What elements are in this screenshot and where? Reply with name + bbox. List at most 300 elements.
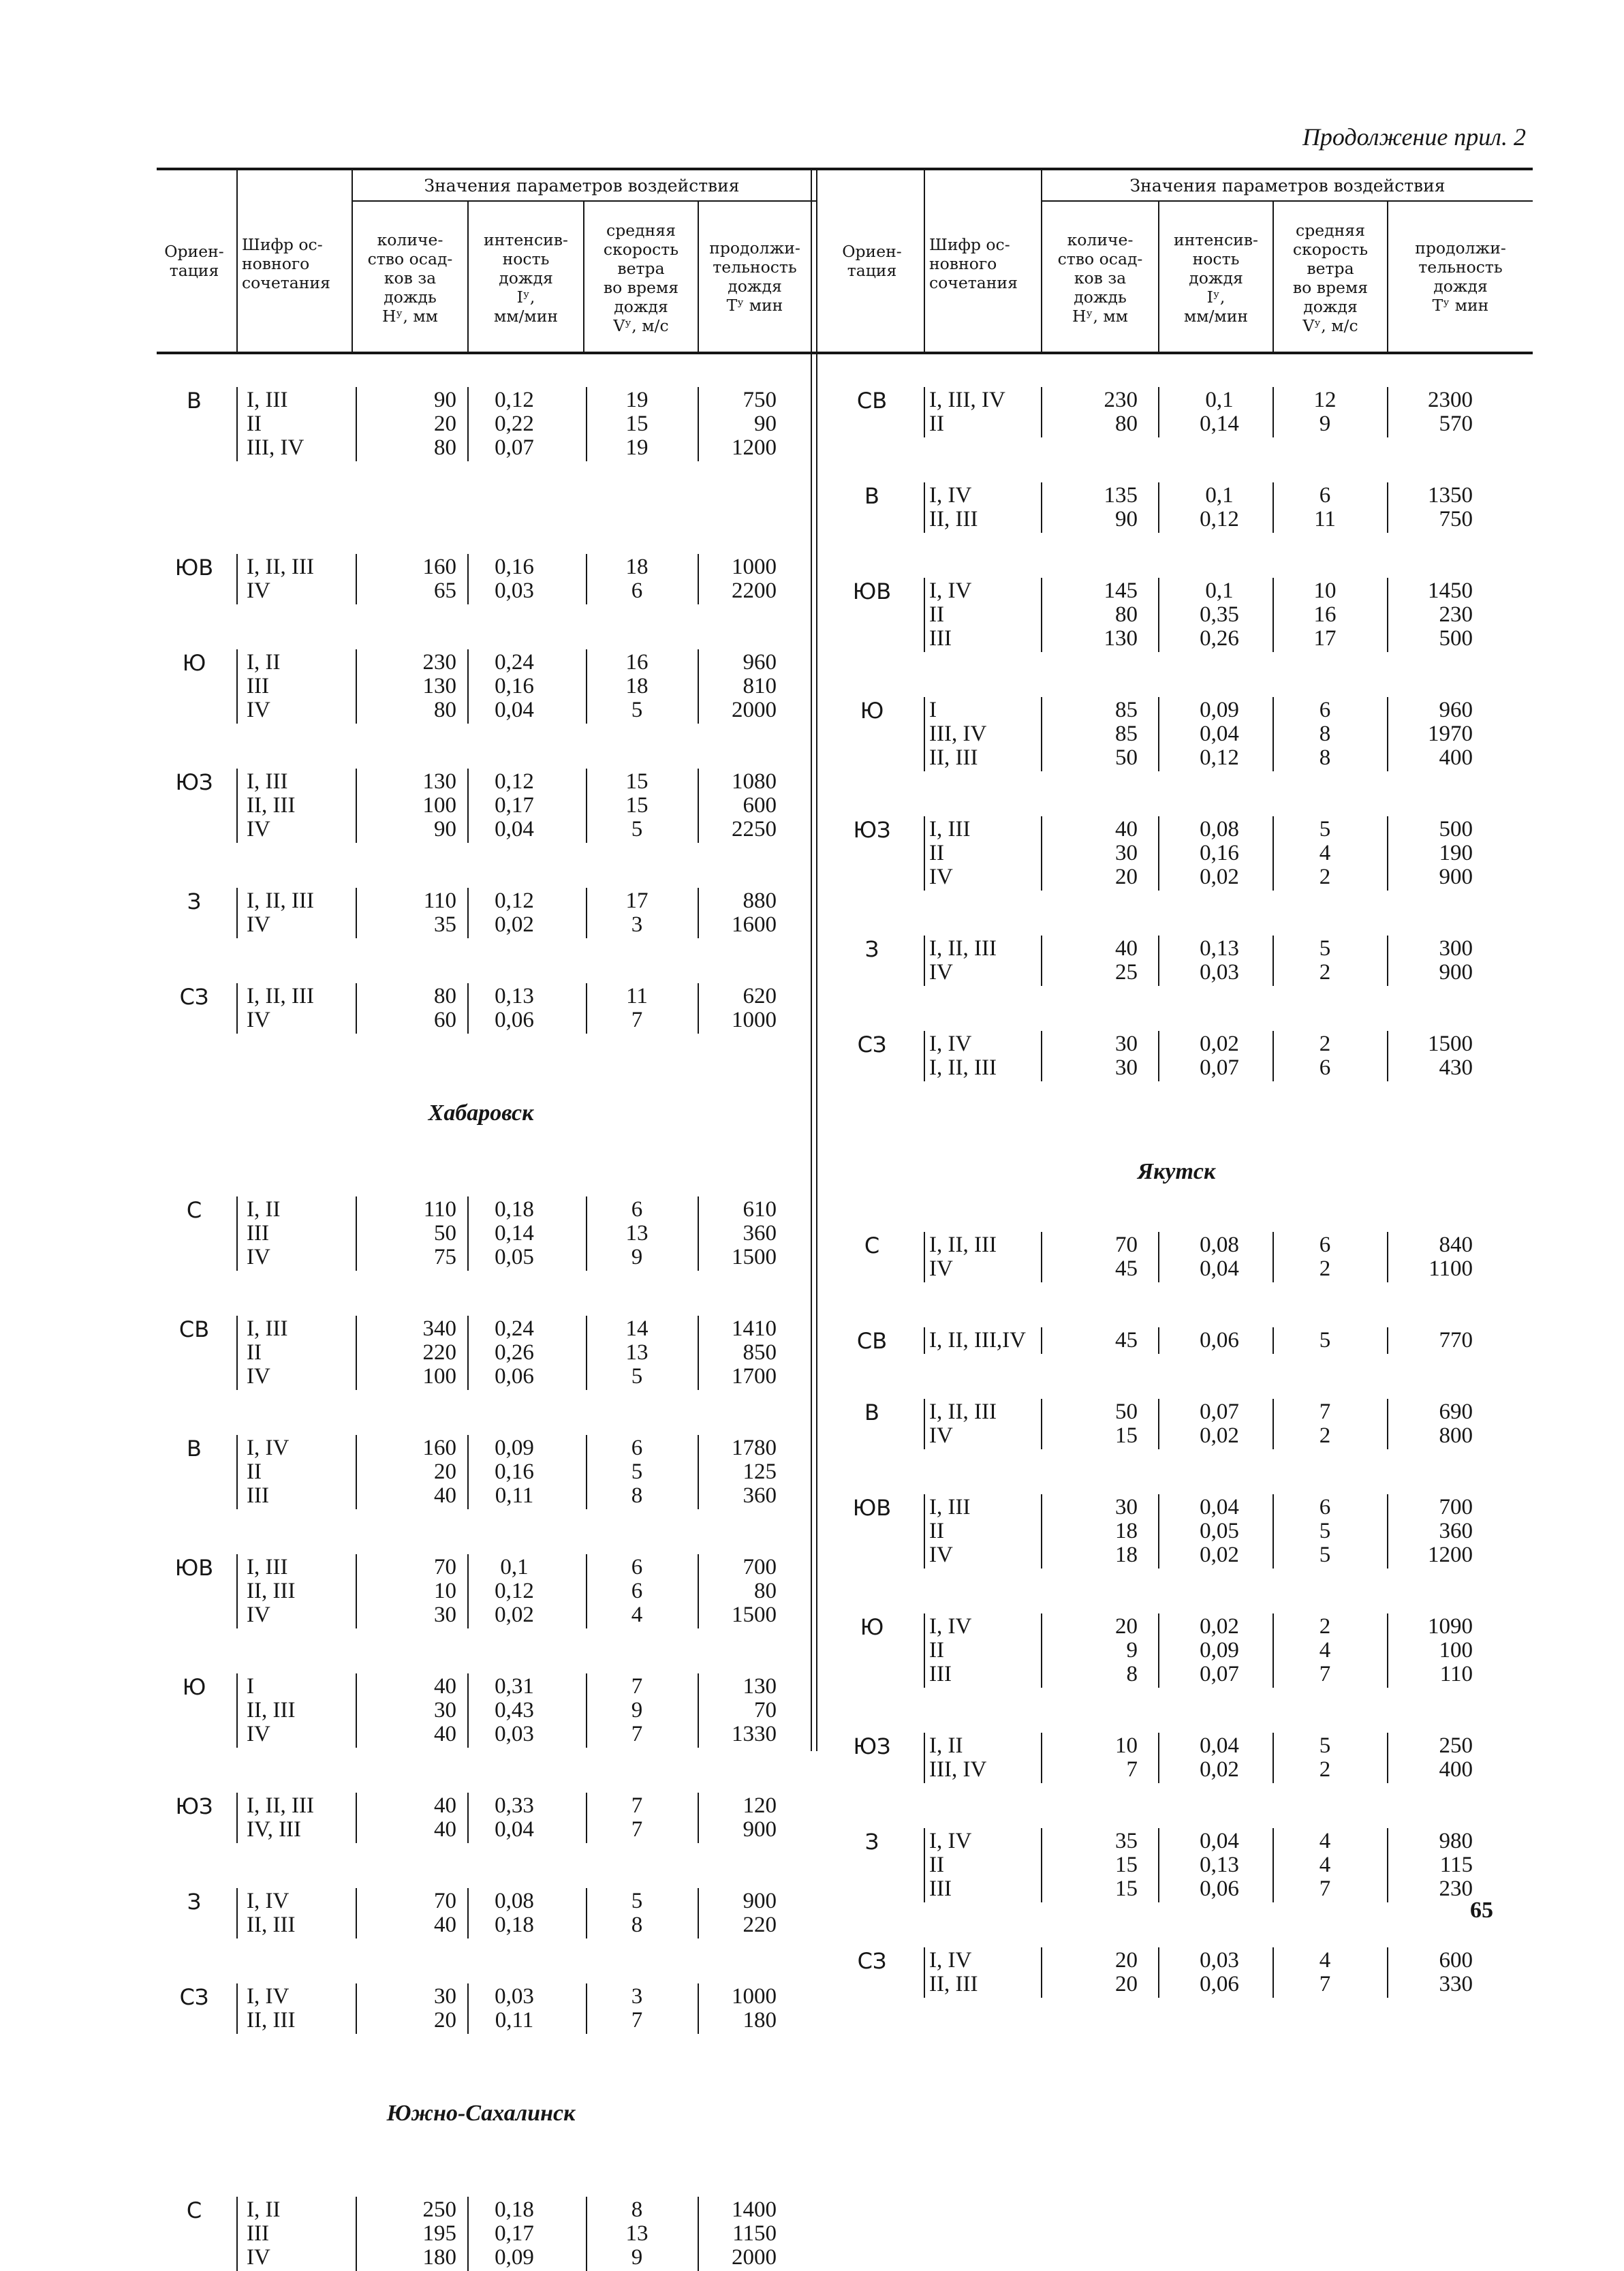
wind-speed-cell: 18 xyxy=(625,555,649,579)
rain-intensity-cell: 0,02 xyxy=(1200,1543,1239,1567)
column-rule xyxy=(586,1316,587,1390)
combination-code-cell: II xyxy=(247,1340,262,1365)
left-params-rule xyxy=(353,200,817,202)
right-header-bottom-rule xyxy=(817,352,1533,354)
rain-intensity-cell: 0,04 xyxy=(495,1817,534,1842)
column-rule xyxy=(924,816,925,891)
rain-intensity-cell: 0,13 xyxy=(1200,936,1239,961)
rain-intensity-cell: 0,04 xyxy=(1200,1829,1239,1853)
rain-intensity-cell: 0,04 xyxy=(495,817,534,841)
rain-duration-cell: 330 xyxy=(1439,1972,1473,1996)
left-code-header: Шифр ос- новного сочетания xyxy=(242,235,330,292)
combination-code-cell: II xyxy=(929,1638,944,1663)
column-rule xyxy=(467,387,469,461)
column-rule xyxy=(467,1435,469,1509)
column-rule xyxy=(1272,816,1274,891)
rain-intensity-cell: 0,09 xyxy=(1200,1638,1239,1663)
combination-code-cell: I, III xyxy=(247,769,288,794)
orientation-cell: Ю xyxy=(860,1614,884,1640)
combination-code-cell: I xyxy=(247,1674,254,1699)
rain-intensity-cell: 0,1 xyxy=(1205,483,1234,508)
wind-speed-cell: 4 xyxy=(631,1603,643,1627)
column-rule xyxy=(1387,936,1388,986)
wind-speed-cell: 17 xyxy=(1313,626,1337,651)
rain-intensity-cell: 0,09 xyxy=(495,2245,534,2270)
rain-amount-cell: 70 xyxy=(434,1889,456,1913)
rain-duration-cell: 1350 xyxy=(1428,483,1473,508)
column-rule xyxy=(1272,1828,1274,1902)
column-rule xyxy=(1158,1947,1159,1998)
rain-duration-cell: 80 xyxy=(754,1579,777,1603)
rain-duration-cell: 2200 xyxy=(732,578,777,603)
center-divider-left xyxy=(811,170,812,1751)
column-rule xyxy=(1158,387,1159,437)
wind-speed-cell: 9 xyxy=(631,1698,643,1722)
rain-intensity-cell: 0,31 xyxy=(495,1674,534,1699)
combination-code-cell: II, III xyxy=(247,2008,296,2033)
column-rule xyxy=(1041,936,1042,986)
rain-intensity-cell: 0,06 xyxy=(1200,1328,1239,1353)
rain-intensity-cell: 0,05 xyxy=(495,1245,534,1269)
orientation-cell: ЮВ xyxy=(174,555,214,581)
rain-duration-cell: 900 xyxy=(743,1889,777,1913)
city-heading: Якутск xyxy=(1137,1159,1216,1184)
orientation-cell: ЮЗ xyxy=(853,1733,891,1759)
rain-duration-cell: 90 xyxy=(754,412,777,436)
rain-amount-cell: 80 xyxy=(434,435,456,460)
rain-intensity-cell: 0,17 xyxy=(495,2221,534,2246)
wind-speed-cell: 2 xyxy=(1319,1032,1331,1056)
rain-duration-cell: 810 xyxy=(743,674,777,698)
rain-intensity-cell: 0,02 xyxy=(1200,1032,1239,1056)
rain-duration-cell: 980 xyxy=(1439,1829,1473,1853)
orientation-cell: З xyxy=(864,936,879,962)
combination-code-cell: I, II, III xyxy=(247,1793,314,1818)
rain-duration-cell: 1200 xyxy=(732,435,777,460)
combination-code-cell: II, III xyxy=(247,1579,296,1603)
column-rule xyxy=(1387,1232,1388,1282)
column-rule xyxy=(698,1888,699,1938)
wind-speed-cell: 12 xyxy=(1313,388,1337,412)
column-rule xyxy=(1041,387,1042,437)
left-top-rule xyxy=(157,168,817,170)
orientation-cell: ЮВ xyxy=(852,1495,892,1521)
column-rule xyxy=(467,649,469,724)
wind-speed-cell: 10 xyxy=(1313,578,1337,603)
column-rule xyxy=(924,1947,925,1998)
rain-intensity-cell: 0,03 xyxy=(495,578,534,603)
combination-code-cell: I, III xyxy=(247,388,288,412)
column-rule xyxy=(586,1673,587,1748)
column-rule xyxy=(1387,1494,1388,1569)
column-rule xyxy=(1158,1828,1159,1902)
orientation-cell: В xyxy=(187,388,202,414)
column-rule xyxy=(1158,816,1159,891)
rain-duration-cell: 570 xyxy=(1439,412,1473,436)
combination-code-cell: III xyxy=(247,674,269,698)
right-code-header: Шифр ос- новного сочетания xyxy=(929,235,1018,292)
combination-code-cell: II xyxy=(929,602,944,627)
left-wind-header: средняя скорость ветра во время дождя Vʸ, м/с xyxy=(603,221,679,335)
column-rule xyxy=(467,983,469,1034)
rain-amount-cell: 35 xyxy=(1115,1829,1138,1853)
rain-intensity-cell: 0,22 xyxy=(495,412,534,436)
rain-amount-cell: 145 xyxy=(1104,578,1138,603)
wind-speed-cell: 6 xyxy=(631,1436,643,1460)
column-rule xyxy=(356,1983,357,2034)
column-rule xyxy=(698,387,699,461)
rain-amount-cell: 50 xyxy=(1115,1400,1138,1424)
rain-intensity-cell: 0,02 xyxy=(1200,865,1239,889)
rain-duration-cell: 400 xyxy=(1439,1757,1473,1782)
wind-speed-cell: 9 xyxy=(631,1245,643,1269)
combination-code-cell: IV xyxy=(247,1245,270,1269)
column-rule xyxy=(236,649,238,724)
column-rule xyxy=(356,888,357,938)
combination-code-cell: I, II, III xyxy=(247,984,314,1008)
rain-intensity-cell: 0,11 xyxy=(495,2008,534,2033)
wind-speed-cell: 19 xyxy=(625,435,649,460)
rain-duration-cell: 800 xyxy=(1439,1423,1473,1448)
wind-speed-cell: 7 xyxy=(1319,1876,1331,1901)
rain-duration-cell: 100 xyxy=(1439,1638,1473,1663)
column-rule xyxy=(586,983,587,1034)
rain-duration-cell: 1080 xyxy=(732,769,777,794)
rain-intensity-cell: 0,13 xyxy=(1200,1853,1239,1877)
rain-amount-cell: 20 xyxy=(1115,1972,1138,1996)
rain-duration-cell: 1000 xyxy=(732,1008,777,1032)
rain-amount-cell: 100 xyxy=(422,1364,456,1389)
rain-intensity-cell: 0,16 xyxy=(495,674,534,698)
rain-amount-cell: 20 xyxy=(1115,865,1138,889)
column-rule xyxy=(1158,482,1159,533)
wind-speed-cell: 18 xyxy=(625,674,649,698)
column-rule xyxy=(698,649,699,724)
wind-speed-cell: 2 xyxy=(1319,1757,1331,1782)
combination-code-cell: III xyxy=(929,1662,952,1686)
column-rule xyxy=(1272,1494,1274,1569)
rain-amount-cell: 60 xyxy=(434,1008,456,1032)
wind-speed-cell: 2 xyxy=(1319,1423,1331,1448)
combination-code-cell: I, III, IV xyxy=(929,388,1005,412)
combination-code-cell: III, IV xyxy=(929,722,987,746)
column-rule xyxy=(1272,1031,1274,1081)
rain-amount-cell: 50 xyxy=(434,1221,456,1246)
combination-code-cell: IV xyxy=(247,698,270,722)
rain-duration-cell: 220 xyxy=(743,1913,777,1937)
combination-code-cell: I, II, III xyxy=(929,1400,997,1424)
rain-amount-cell: 230 xyxy=(422,650,456,675)
column-rule xyxy=(698,1316,699,1390)
column-rule xyxy=(356,1316,357,1390)
orientation-cell: ЮЗ xyxy=(853,817,891,843)
column-rule xyxy=(586,2197,587,2271)
rain-intensity-cell: 0,04 xyxy=(1200,1256,1239,1281)
rain-amount-cell: 7 xyxy=(1126,1757,1138,1782)
column-rule xyxy=(1041,482,1042,533)
wind-speed-cell: 4 xyxy=(1319,1948,1331,1973)
rain-amount-cell: 90 xyxy=(434,388,456,412)
rain-amount-cell: 15 xyxy=(1115,1423,1138,1448)
rain-amount-cell: 45 xyxy=(1115,1256,1138,1281)
combination-code-cell: II, III xyxy=(929,745,978,770)
column-rule xyxy=(924,1232,925,1282)
rain-duration-cell: 1100 xyxy=(1428,1256,1473,1281)
rain-intensity-cell: 0,04 xyxy=(1200,1495,1239,1519)
rain-amount-cell: 20 xyxy=(1115,1614,1138,1639)
column-rule xyxy=(1158,1232,1159,1282)
wind-speed-cell: 9 xyxy=(1319,412,1331,436)
wind-speed-cell: 2 xyxy=(1319,865,1331,889)
rain-duration-cell: 120 xyxy=(743,1793,777,1818)
rain-duration-cell: 1000 xyxy=(732,555,777,579)
column-rule xyxy=(1158,1327,1159,1354)
orientation-cell: ЮВ xyxy=(174,1555,214,1581)
orientation-cell: Ю xyxy=(182,650,206,676)
combination-code-cell: I, IV xyxy=(929,1829,972,1853)
column-rule xyxy=(924,936,925,986)
rain-intensity-cell: 0,07 xyxy=(495,435,534,460)
rain-amount-cell: 30 xyxy=(1115,1495,1138,1519)
orientation-cell: СЗ xyxy=(857,1032,887,1057)
wind-speed-cell: 13 xyxy=(625,1221,649,1246)
orientation-cell: З xyxy=(864,1829,879,1855)
column-rule xyxy=(467,888,469,938)
rain-intensity-cell: 0,18 xyxy=(495,1197,534,1222)
rain-duration-cell: 180 xyxy=(743,2008,777,2033)
left-amount-header: количе- ство осад- ков за дождь Hʸ, мм xyxy=(367,230,453,326)
rain-amount-cell: 80 xyxy=(434,984,456,1008)
column-rule xyxy=(924,1031,925,1081)
column-rule xyxy=(236,888,238,938)
rain-intensity-cell: 0,26 xyxy=(495,1340,534,1365)
column-rule xyxy=(924,482,925,533)
rain-amount-cell: 250 xyxy=(422,2197,456,2222)
column-rule xyxy=(1041,1327,1042,1354)
right-intensity-header: интенсив- ность дождя Iʸ, мм/мин xyxy=(1174,230,1258,326)
combination-code-cell: I, II, III xyxy=(247,555,314,579)
rain-amount-cell: 90 xyxy=(434,817,456,841)
column-rule xyxy=(356,2197,357,2271)
column-rule xyxy=(236,1983,238,2034)
column-rule xyxy=(467,2197,469,2271)
rain-amount-cell: 40 xyxy=(434,1674,456,1699)
rain-duration-cell: 1780 xyxy=(732,1436,777,1460)
wind-speed-cell: 7 xyxy=(1319,1400,1331,1424)
column-rule xyxy=(924,578,925,652)
rain-duration-cell: 500 xyxy=(1439,817,1473,841)
rain-amount-cell: 75 xyxy=(434,1245,456,1269)
rain-duration-cell: 70 xyxy=(754,1698,777,1722)
column-rule xyxy=(698,888,699,938)
rain-intensity-cell: 0,04 xyxy=(1200,722,1239,746)
wind-speed-cell: 4 xyxy=(1319,841,1331,865)
rain-intensity-cell: 0,02 xyxy=(495,1603,534,1627)
rain-intensity-cell: 0,09 xyxy=(1200,698,1239,722)
combination-code-cell: I, II xyxy=(247,1197,281,1222)
column-rule xyxy=(236,1888,238,1938)
rain-amount-cell: 30 xyxy=(1115,841,1138,865)
rain-duration-cell: 880 xyxy=(743,889,777,913)
rain-intensity-cell: 0,24 xyxy=(495,1316,534,1341)
rain-amount-cell: 20 xyxy=(1115,1948,1138,1973)
rain-intensity-cell: 0,12 xyxy=(495,889,534,913)
rain-duration-cell: 690 xyxy=(1439,1400,1473,1424)
column-rule xyxy=(1272,697,1274,771)
wind-speed-cell: 5 xyxy=(631,1459,643,1484)
wind-speed-cell: 8 xyxy=(631,2197,643,2222)
rain-duration-cell: 1450 xyxy=(1428,578,1473,603)
wind-speed-cell: 6 xyxy=(631,1555,643,1579)
rain-intensity-cell: 0,12 xyxy=(1200,745,1239,770)
column-rule xyxy=(356,983,357,1034)
column-rule xyxy=(586,1888,587,1938)
combination-code-cell: I, II, III xyxy=(247,889,314,913)
wind-speed-cell: 14 xyxy=(625,1316,649,1341)
rain-amount-cell: 8 xyxy=(1126,1662,1138,1686)
orientation-cell: Ю xyxy=(860,698,884,724)
column-rule xyxy=(1041,816,1042,891)
column-rule xyxy=(1158,1399,1159,1449)
column-rule xyxy=(698,1673,699,1748)
combination-code-cell: I, II xyxy=(247,650,281,675)
wind-speed-cell: 5 xyxy=(631,1889,643,1913)
column-rule xyxy=(467,1316,469,1390)
rain-duration-cell: 2250 xyxy=(732,817,777,841)
column-rule xyxy=(1272,1327,1274,1354)
column-rule xyxy=(586,1196,587,1271)
rain-intensity-cell: 0,1 xyxy=(1205,578,1234,603)
column-rule xyxy=(586,554,587,604)
rain-amount-cell: 10 xyxy=(434,1579,456,1603)
column-rule xyxy=(356,649,357,724)
rain-intensity-cell: 0,08 xyxy=(1200,817,1239,841)
left-duration-header: продолжи- тельность дождя Tʸ мин xyxy=(709,238,800,315)
wind-speed-cell: 5 xyxy=(631,698,643,722)
orientation-cell: СЗ xyxy=(857,1948,887,1974)
wind-speed-cell: 5 xyxy=(1319,1519,1331,1543)
rain-amount-cell: 110 xyxy=(423,1197,456,1222)
rain-amount-cell: 30 xyxy=(434,1603,456,1627)
column-rule xyxy=(1158,1733,1159,1783)
rain-intensity-cell: 0,04 xyxy=(495,698,534,722)
wind-speed-cell: 4 xyxy=(1319,1853,1331,1877)
wind-speed-cell: 5 xyxy=(631,1364,643,1389)
column-rule xyxy=(1387,1613,1388,1688)
combination-code-cell: II xyxy=(929,1519,944,1543)
column-rule xyxy=(698,1983,699,2034)
orientation-cell: Ю xyxy=(182,1674,206,1700)
rain-duration-cell: 620 xyxy=(743,984,777,1008)
combination-code-cell: IV xyxy=(247,1722,270,1746)
left-intensity-header: интенсив- ность дождя Iʸ, мм/мин xyxy=(484,230,568,326)
column-rule xyxy=(236,769,238,843)
rain-intensity-cell: 0,06 xyxy=(1200,1972,1239,1996)
orientation-cell: ЮВ xyxy=(852,578,892,604)
orientation-cell: СВ xyxy=(856,1328,888,1354)
wind-speed-cell: 6 xyxy=(1319,1495,1331,1519)
rain-intensity-cell: 0,12 xyxy=(1200,507,1239,531)
combination-code-cell: IV xyxy=(929,1423,953,1448)
rain-intensity-cell: 0,18 xyxy=(495,1913,534,1937)
column-rule xyxy=(1387,1828,1388,1902)
orientation-cell: В xyxy=(864,1400,879,1425)
wind-speed-cell: 13 xyxy=(625,1340,649,1365)
column-rule xyxy=(698,1554,699,1628)
column-rule xyxy=(924,387,925,437)
rain-amount-cell: 35 xyxy=(434,912,456,937)
combination-code-cell: II, III xyxy=(247,793,296,818)
combination-code-cell: IV xyxy=(247,1364,270,1389)
column-rule xyxy=(586,1554,587,1628)
column-rule xyxy=(1272,1399,1274,1449)
column-rule xyxy=(1041,1828,1042,1902)
rain-amount-cell: 45 xyxy=(1115,1328,1138,1353)
combination-code-cell: II xyxy=(247,412,262,436)
column-rule xyxy=(586,1793,587,1843)
rain-duration-cell: 1410 xyxy=(732,1316,777,1341)
combination-code-cell: II xyxy=(247,1459,262,1484)
column-rule xyxy=(356,1888,357,1938)
left-header-bottom-rule xyxy=(157,352,817,354)
rain-duration-cell: 115 xyxy=(1439,1853,1473,1877)
rain-intensity-cell: 0,16 xyxy=(1200,841,1239,865)
rain-amount-cell: 70 xyxy=(1115,1233,1138,1257)
rain-amount-cell: 40 xyxy=(434,1913,456,1937)
column-rule xyxy=(1041,1399,1042,1449)
rain-duration-cell: 840 xyxy=(1439,1233,1473,1257)
combination-code-cell: IV xyxy=(247,2245,270,2270)
rain-duration-cell: 500 xyxy=(1439,626,1473,651)
rain-amount-cell: 40 xyxy=(434,1793,456,1818)
wind-speed-cell: 5 xyxy=(1319,1328,1331,1353)
rain-duration-cell: 770 xyxy=(1439,1328,1473,1353)
rain-intensity-cell: 0,24 xyxy=(495,650,534,675)
column-rule xyxy=(236,1554,238,1628)
rain-amount-cell: 90 xyxy=(1115,507,1138,531)
rain-intensity-cell: 0,26 xyxy=(1200,626,1239,651)
rain-amount-cell: 15 xyxy=(1115,1876,1138,1901)
column-rule xyxy=(1387,1327,1388,1354)
combination-code-cell: I, II, III xyxy=(929,1233,997,1257)
column-rule xyxy=(698,1793,699,1843)
rain-amount-cell: 40 xyxy=(1115,936,1138,961)
column-rule xyxy=(356,1435,357,1509)
rain-intensity-cell: 0,03 xyxy=(1200,960,1239,985)
wind-speed-cell: 8 xyxy=(1319,745,1331,770)
rain-intensity-cell: 0,18 xyxy=(495,2197,534,2222)
wind-speed-cell: 7 xyxy=(631,1817,643,1842)
rain-intensity-cell: 0,16 xyxy=(495,555,534,579)
orientation-cell: СВ xyxy=(856,388,888,414)
rain-duration-cell: 600 xyxy=(743,793,777,818)
rain-amount-cell: 160 xyxy=(422,555,456,579)
rain-duration-cell: 1500 xyxy=(1428,1032,1473,1056)
column-rule xyxy=(698,1196,699,1271)
rain-amount-cell: 40 xyxy=(434,1722,456,1746)
column-rule xyxy=(698,2197,699,2271)
column-rule xyxy=(1041,1613,1042,1688)
rain-duration-cell: 400 xyxy=(1439,745,1473,770)
rain-amount-cell: 130 xyxy=(1104,626,1138,651)
wind-speed-cell: 16 xyxy=(625,650,649,675)
rain-amount-cell: 20 xyxy=(434,412,456,436)
rain-amount-cell: 340 xyxy=(422,1316,456,1341)
column-rule xyxy=(1272,482,1274,533)
rain-intensity-cell: 0,12 xyxy=(495,769,534,794)
combination-code-cell: I, IV xyxy=(929,483,972,508)
wind-speed-cell: 7 xyxy=(1319,1972,1331,1996)
